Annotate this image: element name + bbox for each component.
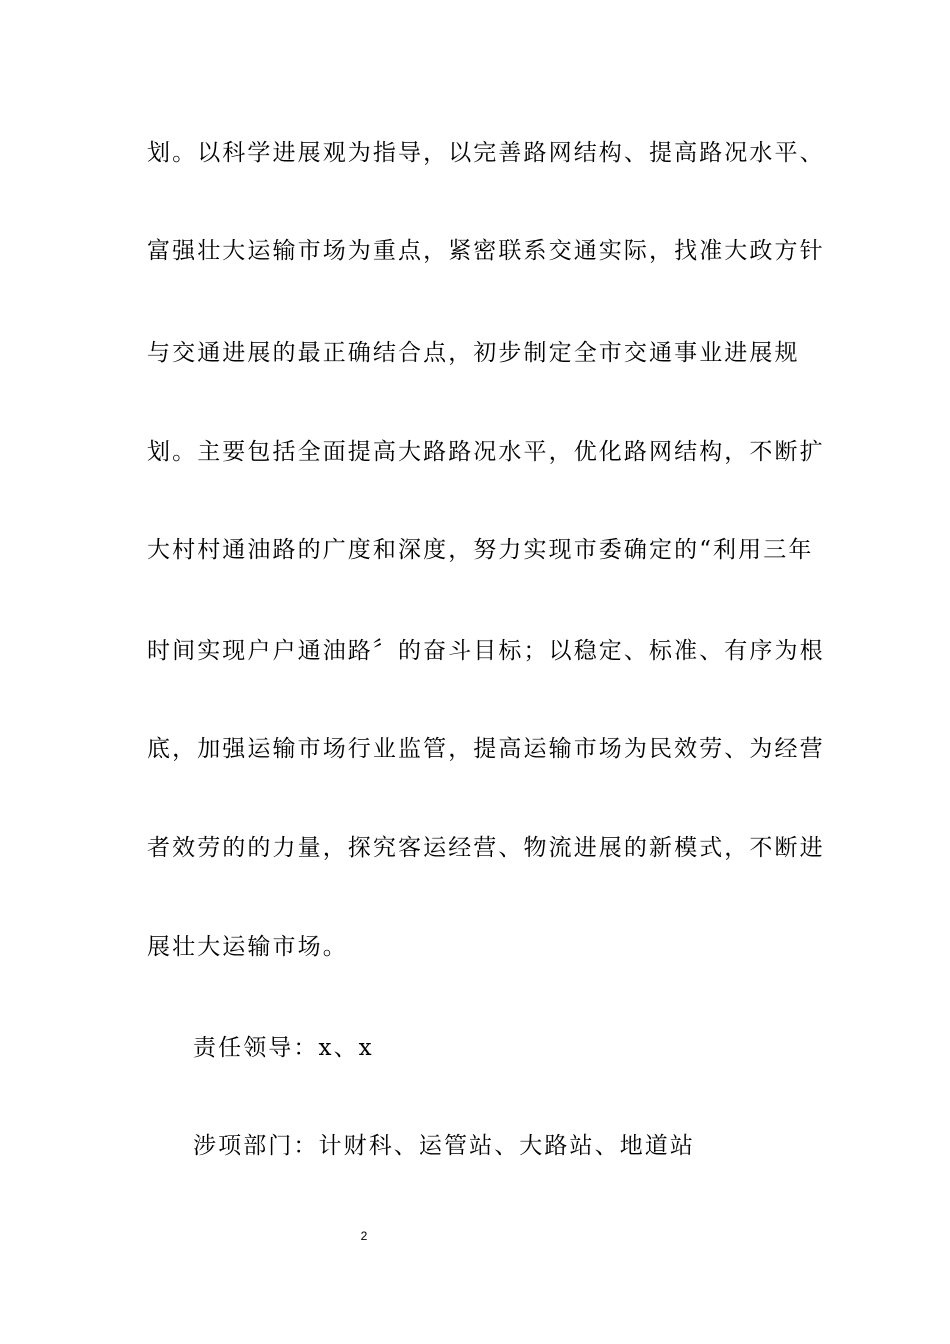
paragraph-line-9: 展壮大运输市场。 (147, 934, 348, 960)
paragraph-line-3: 与交通进展的最正确结合点，初步制定全市交通事业进展规 (147, 340, 800, 366)
departments: 涉项部门：计财科、运管站、大路站、地道站 (193, 1133, 695, 1159)
paragraph-line-1: 划。以科学进展观为指导，以完善路网结构、提高路况水平、 (147, 140, 825, 166)
paragraph-line-7: 底，加强运输市场行业监管，提高运输市场为民效劳、为经营 (147, 736, 825, 762)
responsible-leader: 责任领导：x、x (193, 1035, 374, 1061)
paragraph-line-2: 富强壮大运输市场为重点，紧密联系交通实际，找准大政方针 (147, 238, 825, 264)
paragraph-line-8: 者效劳的的力量，探究客运经营、物流进展的新模式，不断进 (147, 835, 825, 861)
paragraph-line-5: 大村村通油路的广度和深度，努力实现市委确定的“利用三年 (147, 537, 814, 563)
paragraph-line-4: 划。主要包括全面提高大路路况水平，优化路网结构，不断扩 (147, 439, 825, 465)
paragraph-line-6: 时间实现户户通油路〞的奋斗目标；以稳定、标准、有序为根 (147, 638, 825, 664)
page-number: 2 (360, 1229, 368, 1243)
